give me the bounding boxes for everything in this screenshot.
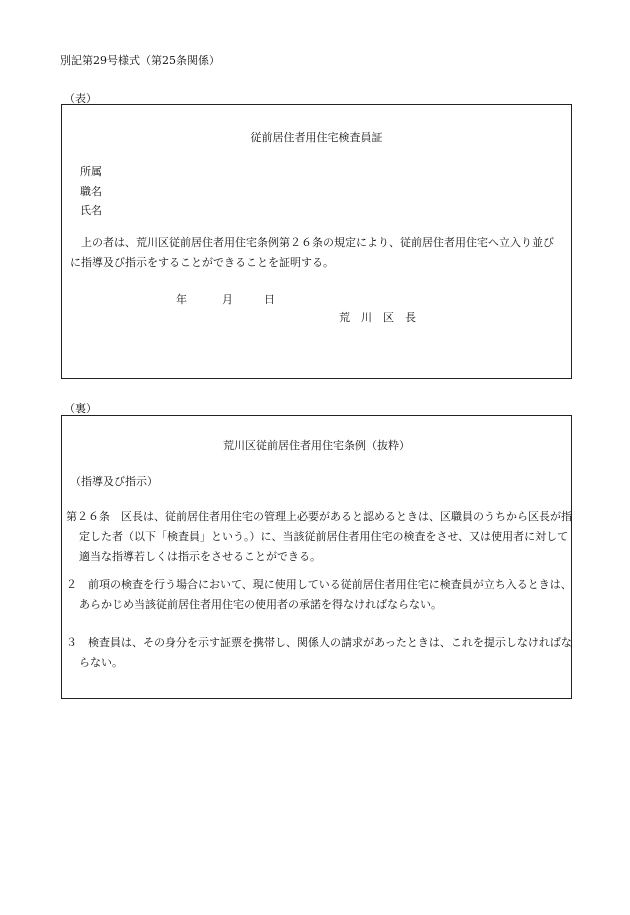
article-26-para-2: ２ 前項の検査を行う場合において、現に使用している従前居住者用住宅に検査員が立ち入るときは、あらかじめ当該従前居住者用住宅の使用者の承諾を得なければならない。 xyxy=(66,578,572,611)
article-26-para-3: ３ 検査員は、その身分を示す証票を携帯し、関係人の請求があったときは、これを提示しなければならない。 xyxy=(66,636,572,669)
article-26: 第２６条 区長は、従前居住者用住宅の管理上必要があると認めるときは、区職員のうちから区長が指定した者（以下「検査員」という。）に、当該従前居住者用住宅の検査をさせ、又は使用者に対して適当な指導若しくは指示をさせることができる。 xyxy=(66,510,572,563)
back-card xyxy=(61,415,572,699)
back-heading: （裏） xyxy=(64,402,97,415)
front-card xyxy=(61,104,572,379)
front-statement: 上の者は、荒川区従前居住者用住宅条例第２６条の規定により、従前居住者用住宅へ立入り並びに指導及び指示をすることができることを証明する。 xyxy=(70,236,554,269)
date-month: 月 xyxy=(222,293,233,306)
front-title: 従前居住者用住宅検査員証 xyxy=(250,131,383,144)
field-job-title: 職名 xyxy=(80,185,102,198)
form-reference: 別記第29号様式（第25条関係） xyxy=(60,54,220,67)
field-name: 氏名 xyxy=(80,204,102,217)
article-caption: （指導及び指示） xyxy=(70,475,158,488)
issuer: 荒 川 区 長 xyxy=(339,311,416,324)
field-affiliation: 所属 xyxy=(80,165,102,178)
front-heading: （表） xyxy=(64,92,97,105)
back-title: 荒川区従前居住者用住宅条例（抜粋） xyxy=(223,439,410,452)
date-day: 日 xyxy=(264,293,275,306)
date-year: 年 xyxy=(176,293,187,306)
